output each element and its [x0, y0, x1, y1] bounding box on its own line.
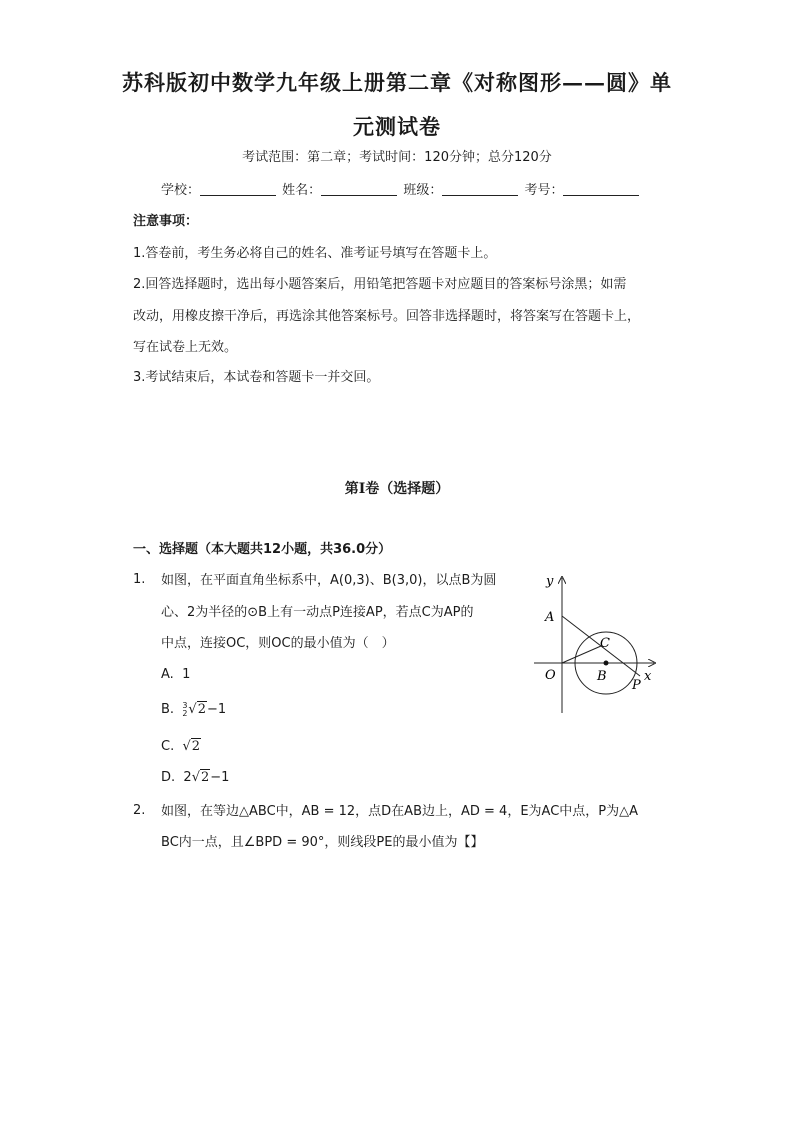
notes-item-2-line-3: 写在试卷上无效。: [133, 340, 238, 355]
notes-item-3: 3.考试结束后，本试卷和答题卡一并交回。: [133, 370, 380, 385]
q1-number: 1.: [133, 572, 146, 587]
label-a: A: [545, 610, 555, 625]
notes-item-2-line-1: 2.回答选择题时，选出每小题答案后，用铅笔把答题卡对应题目的答案标号涂黑；如需: [133, 277, 627, 292]
option-b-tail: −1: [207, 702, 227, 717]
name-blank[interactable]: [321, 182, 397, 196]
number-blank[interactable]: [563, 182, 639, 196]
option-a-label: A.: [161, 667, 174, 682]
notes-item-1: 1.答卷前，考生务必将自己的姓名、准考证号填写在答题卡上。: [133, 246, 497, 261]
label-x: x: [644, 669, 652, 684]
q2-text-line-1: 如图，在等边△ABC中，AB = 12，点D在AB边上，AD = 4，E为AC中点，P为△A: [161, 804, 639, 819]
q1-option-b[interactable]: [161, 700, 226, 720]
q1-option-a[interactable]: [161, 665, 190, 685]
school-label: 学校：: [161, 183, 201, 198]
name-label: 姓名：: [282, 183, 322, 198]
q1-text-line-2: 心、2为半径的⊙B上有一动点P连接AP，若点C为AP的: [161, 605, 474, 620]
label-y: y: [546, 574, 554, 589]
class-label: 班级：: [403, 183, 443, 198]
q1-text-line-3: 中点，连接OC，则OC的最小值为（ ）: [161, 636, 395, 651]
option-c-sqrt: √2: [182, 739, 201, 754]
q1-figure: [528, 570, 660, 718]
q1-text-line-1: 如图，在平面直角坐标系中，A(0,3)、B(3,0)，以点B为圆: [161, 573, 497, 588]
student-info-fields: [161, 181, 641, 201]
option-a-value: 1: [182, 667, 191, 682]
label-b: B: [597, 669, 607, 684]
label-p: P: [632, 678, 641, 693]
section-title: 第I卷（选择题）: [344, 481, 450, 497]
option-b-label: B.: [161, 702, 175, 717]
segment-oc: [562, 646, 601, 663]
q1-option-d[interactable]: [161, 768, 229, 788]
option-d-coef: 2: [183, 770, 192, 785]
q2-text-line-2: BC内一点，且∠BPD = 90°，则线段PE的最小值为【】: [161, 835, 484, 850]
option-d-label: D.: [161, 770, 176, 785]
option-d-sqrt: √2: [191, 770, 210, 785]
point-b-dot: [604, 661, 609, 666]
label-c: C: [600, 636, 610, 651]
label-o: O: [545, 668, 556, 683]
doc-title-line-1: 苏科版初中数学九年级上册第二章《对称图形——圆》单: [122, 70, 672, 95]
notes-heading: 注意事项：: [133, 214, 199, 229]
part-heading: 一、选择题（本大题共12小题，共36.0分）: [133, 542, 392, 557]
doc-title-line-2: 元测试卷: [353, 114, 441, 139]
school-blank[interactable]: [200, 182, 276, 196]
class-blank[interactable]: [442, 182, 518, 196]
q2-number: 2.: [133, 803, 146, 818]
q1-option-c[interactable]: [161, 737, 201, 757]
option-b-sqrt: √2: [188, 702, 206, 717]
option-d-tail: −1: [210, 770, 230, 785]
option-b-fraction: 3 2: [182, 700, 188, 718]
notes-item-2-line-2: 改动，用橡皮擦干净后，再选涂其他答案标号。回答非选择题时，将答案写在答题卡上，: [133, 309, 641, 324]
number-label: 考号：: [524, 183, 564, 198]
option-c-label: C.: [161, 739, 175, 754]
exam-info: 考试范围：第二章；考试时间：120分钟；总分120分: [242, 150, 552, 165]
